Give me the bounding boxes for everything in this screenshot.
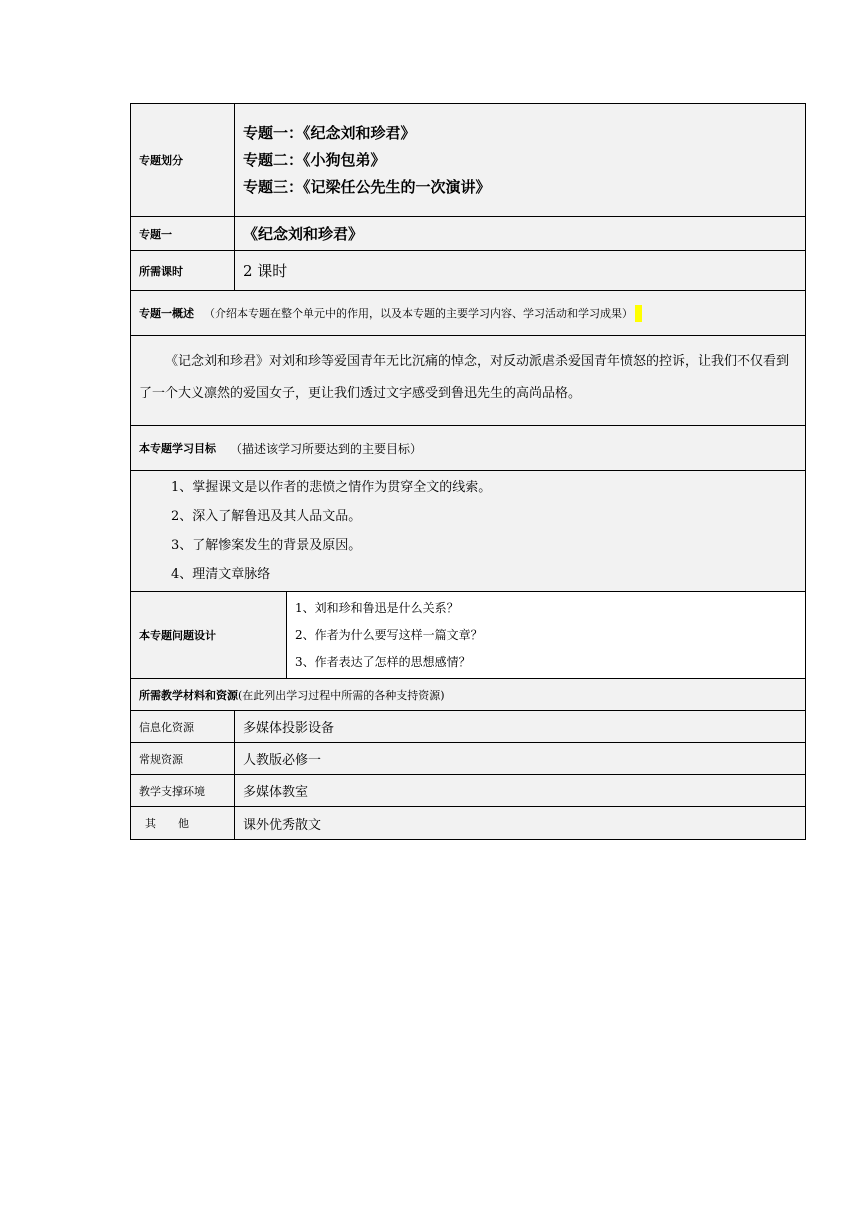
topics-list	[235, 104, 805, 216]
goals-list	[131, 473, 499, 589]
goal-item: 2、深入了解鲁迅及其人品文品。	[171, 509, 362, 524]
topic-item: 专题一：《纪念刘和珍君》	[243, 123, 416, 142]
questions-list	[287, 592, 805, 678]
question-item: 1、刘和珍和鲁迅是什么关系？	[295, 600, 459, 615]
overview-label: 专题一概述	[139, 307, 194, 320]
resource-row	[131, 807, 805, 839]
goals-body-row	[131, 471, 805, 592]
questions-row	[131, 592, 805, 679]
resource-value: 多媒体投影设备	[243, 721, 335, 736]
question-item: 3、作者表达了怎样的思想感情？	[295, 654, 471, 669]
topic-item: 专题三：《记梁任公先生的一次演讲》	[243, 177, 491, 196]
hours-label: 所需课时	[131, 251, 235, 290]
topic-one-label: 专题一	[131, 217, 235, 250]
overview-header-row	[131, 291, 805, 336]
questions-label: 本专题问题设计	[131, 592, 287, 678]
goals-note: （描述该学习所要达到的主要目标）	[230, 441, 423, 456]
resource-row	[131, 743, 805, 775]
topic-one-row	[131, 217, 805, 251]
resource-label: 教学支撑环境	[131, 775, 235, 806]
goal-item: 3、了解惨案发生的背景及原因。	[171, 538, 362, 553]
materials-note: (在此列出学习过程中所需的各种支持资源)	[238, 688, 445, 702]
goal-item: 4、理清文章脉络	[171, 567, 271, 582]
resource-label: 信息化资源	[131, 711, 235, 742]
highlight-mark	[635, 305, 642, 322]
resource-value: 多媒体教室	[243, 785, 309, 800]
resource-row	[131, 711, 805, 743]
topics-row	[131, 104, 805, 217]
question-item: 2、作者为什么要写这样一篇文章？	[295, 627, 483, 642]
resource-label: 其 他	[131, 807, 235, 839]
resource-value: 课外优秀散文	[243, 817, 322, 833]
overview-body-row	[131, 336, 805, 426]
materials-label: 所需教学材料和资源	[139, 688, 238, 702]
lesson-plan-table	[130, 103, 806, 840]
hours-value: 2 课时	[243, 262, 288, 280]
topic-item: 专题二：《小狗包弟》	[243, 150, 386, 169]
topics-label: 专题划分	[131, 104, 235, 216]
resource-row	[131, 775, 805, 807]
goals-label: 本专题学习目标	[139, 442, 216, 455]
materials-header-row	[131, 679, 805, 711]
resource-label: 常规资源	[131, 743, 235, 774]
goals-header-row	[131, 426, 805, 471]
hours-row	[131, 251, 805, 291]
resource-value: 人教版必修一	[243, 753, 322, 768]
goal-item: 1、掌握课文是以作者的悲愤之情作为贯穿全文的线索。	[171, 480, 492, 495]
topic-one-value: 《纪念刘和珍君》	[243, 225, 364, 243]
overview-note: （介绍本专题在整个单元中的作用，以及本专题的主要学习内容、学习活动和学习成果）	[204, 307, 633, 320]
overview-text: 《记念刘和珍君》对刘和珍等爱国青年无比沉痛的悼念，对反动派虐杀爱国青年愤怒的控诉，让我们不仅看到了一个大义凛然的爱国女子，更让我们透过文字感受到鲁迅先生的高尚品格。	[139, 354, 790, 401]
